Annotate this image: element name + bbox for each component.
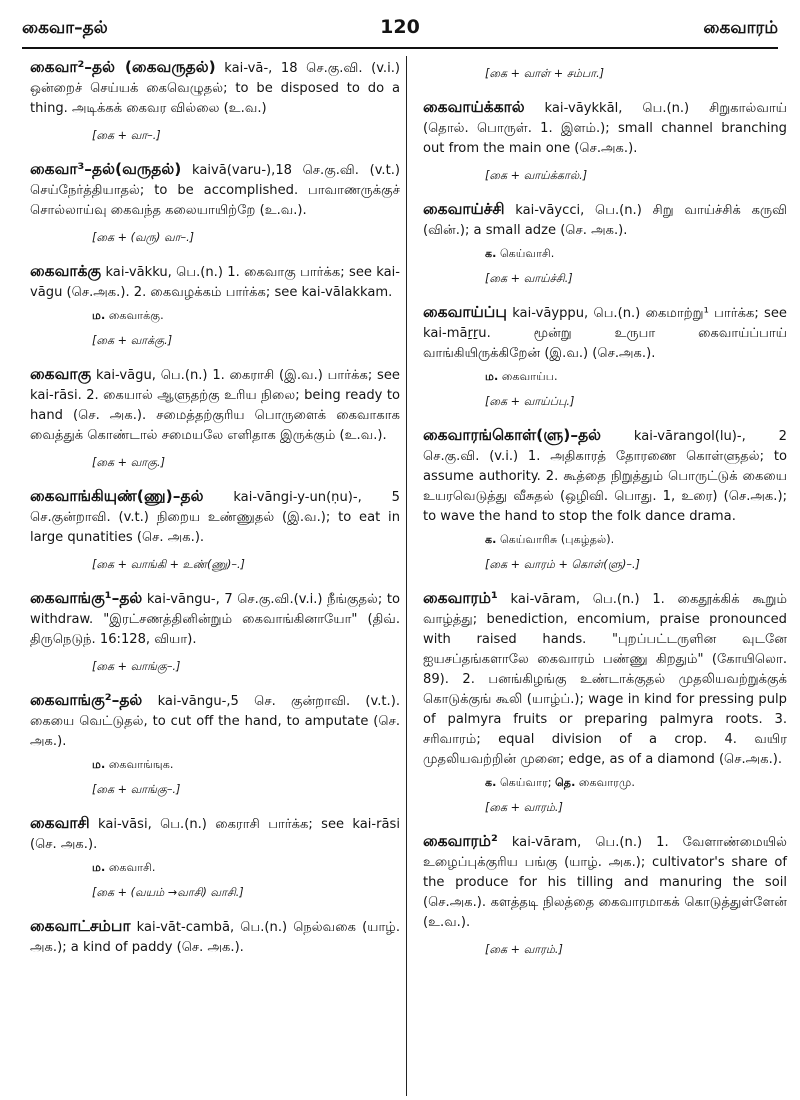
- dictionary-entry: [30, 364, 400, 446]
- entry-headword: கைவாரம்¹: [423, 589, 498, 607]
- cognate-form: கைவாக்கு.: [105, 309, 164, 322]
- etymology-note: [கை + வாக்கு.]: [92, 334, 173, 347]
- cognate-language: க.: [485, 533, 497, 546]
- cognate-line: [485, 775, 787, 791]
- etymology-note: [கை + வாய்ப்பு.]: [485, 395, 575, 408]
- cognate-language: ம.: [92, 758, 106, 771]
- cognate-language: தெ.: [555, 776, 576, 789]
- cognate-form: கைவாரமு.: [575, 776, 635, 789]
- entry-definition: kai-vāycci, பெ.(n.) சிறு வாய்ச்சிக் கருவி (வின்.); a small adze (செ. அக.).: [423, 203, 787, 238]
- left-column: [30, 57, 400, 962]
- entry-headword: கைவாரம்²: [423, 832, 498, 850]
- etymology-note: [கை + வாங்கி + உண்(ணு)–.]: [92, 558, 245, 571]
- etymology-note: [கை + வாங்கு–.]: [92, 783, 181, 796]
- cognate-form: கைவாய்ப.: [498, 370, 558, 383]
- dictionary-entry: [423, 199, 787, 241]
- entry-headword: கைவாய்க்கால்: [423, 98, 525, 116]
- dictionary-entry: [30, 486, 400, 548]
- entry-headword: கைவாக்கு: [30, 262, 102, 280]
- cognate-form: கைவாங்ஙுக.: [105, 758, 174, 771]
- entry-definition: kai-vāram, பெ.(n.) 1. கைதூக்கிக் கூறும் வாழ்த்து; benediction, encomium, praise pronounced with raised hands. "புறப்பட்டருளின வுடனே ஐயசப்தங்களாலே கைவாரம் பண்ணு கிறதும்" (கோயிலொ. 89). 2. பனங்கிழங்கு உண்டாக்குதல் முதலியவற்றுக்குக் கொடுக்குங் கூலி (யாழ்ப்.); wage in kind for pressing pulp of palmyra fruits or preparing palmyra roots. 3. சரிவாரம்; equal division of a crop. 4. வயிர முதலியவற்றின் முனை; edge, as of a diamond (செ.அக.).: [423, 592, 787, 767]
- cognate-form: கெய்வாரிசு (புகழ்தல்).: [496, 533, 615, 546]
- entry-headword: கைவாய்ச்சி: [423, 200, 505, 218]
- cognate-form: கைவாசி.: [105, 861, 156, 874]
- entry-definition: kai-vā-, 18 செ.கு.வி. (v.i.) ஒன்றைச் செய்யக் கைவெழுதல்; to be disposed to do a thing. அடிக்கக் கைவர வில்லை (உ.வ.): [30, 61, 400, 116]
- dictionary-entry: [423, 302, 787, 364]
- entry-headword: கைவாட்சம்பா: [30, 917, 131, 935]
- entry-definition: kai-vākku, பெ.(n.) 1. கைவாகு பார்க்க; see kai-vāgu (செ.அக.). 2. கைவழக்கம் பார்க்க; see kai-vālakkam.: [30, 265, 400, 300]
- entry-headword: கைவா²–தல் (கைவருதல்): [30, 58, 216, 76]
- dictionary-entry: [30, 57, 400, 119]
- entry-definition: kaivā(varu-),18 செ.கு.வி. (v.t.) செய்நேர்த்தியாதல்; to be accomplished. பாவாணருக்குச் சொல்லாய்வு கைவந்த கலையாயிற்றே (உ.வ.).: [30, 163, 400, 218]
- dictionary-entry: [30, 159, 400, 221]
- entry-definition: kai-vāngu-,5 செ. குன்றாவி. (v.t.). கையை வெட்டுதல், to cut off the hand, to amputate (செ. அக.).: [30, 694, 400, 749]
- running-head-right: கைவாரம்: [703, 18, 778, 38]
- entry-headword: கைவாசி: [30, 814, 90, 832]
- etymology-note: [கை + வாரம்.]: [485, 801, 563, 814]
- etymology-note: [கை + வாள் + சம்பா.]: [485, 67, 605, 80]
- etymology-note: [கை + வாய்ச்சி.]: [485, 272, 573, 285]
- cognate-line: [92, 308, 400, 324]
- entry-definition: kai-vāykkāl, பெ.(n.) சிறுகால்வாய் (தொல். பொருள். 1. இளம்.); small channel branching out from the main one (செ.அக.).: [423, 101, 787, 156]
- entry-definition: kai-vāsi, பெ.(n.) கைராசி பார்க்க; see kai-rāsi (செ. அக.).: [30, 817, 400, 852]
- entry-definition: kai-vāgu, பெ.(n.) 1. கைராசி (இ.வ.) பார்க்க; see kai-rāsi. 2. கையால் ஆளுதற்கு உரிய நிலை; being ready to hand (செ. அக.). சமைத்தற்குரிய பொருளைக் கைவாகாக வைத்துக் கொண்டால் சமையலே எளிதாக இருக்கும் (உ.வ.).: [30, 368, 400, 443]
- dictionary-entry: [423, 588, 787, 770]
- etymology-note: [கை + வாய்க்கால்.]: [485, 169, 588, 182]
- entry-definition: kai-vārangol(lu)-, 2 செ.கு.வி. (v.i.) 1. அதிகாரத் தோரணை கொள்ளுதல்; to assume authority. 2. கூத்தை நிறுத்தும் பொருட்டுக் கையை உயரவெடுத்து வீசுதல் (ஒழிவி. பொது. 1, உரை) (செ.அக.); to wave the hand to stop the folk dance drama.: [423, 429, 787, 524]
- etymology-note: [கை + (வயம் →வாசி) வாசி.]: [92, 886, 244, 899]
- etymology-note: [கை + வாங்கு–.]: [92, 660, 181, 673]
- cognate-language: க.: [485, 776, 497, 789]
- dictionary-entry: [30, 690, 400, 752]
- entry-headword: கைவாரங்கொள்(ளு)–தல்: [423, 426, 602, 444]
- entry-definition: kai-vāngu-, 7 செ.கு.வி.(v.i.) நீங்குதல்; to withdraw. "இரட்சணத்தினின்றும் கைவாங்கினாயோ" (திவ். திருநெடுந். 16:128, வியா).: [30, 592, 400, 647]
- dictionary-entry: [30, 813, 400, 855]
- entry-definition: kai-vāt-cambā, பெ.(n.) நெல்வகை (யாழ். அக.); a kind of paddy (செ. அக.).: [30, 920, 400, 955]
- column-divider: [406, 56, 407, 1096]
- cognate-line: [485, 532, 787, 548]
- cognate-line: [485, 369, 787, 385]
- entry-definition: kai-vāram, பெ.(n.) 1. வேளாண்மையில் உழைப்புக்குரிய பங்கு (யாழ். அக.); cultivator's share of the produce for his tilling and manuring the soil (செ.அக.). களத்தடி நிலத்தை கைவாரமாகக் கொடுத்துள்ளேன் (உ.வ.).: [423, 835, 787, 930]
- page-header: [22, 14, 778, 44]
- entry-definition: kai-vāyppu, பெ.(n.) கைமாற்று¹ பார்க்க; see kai-māṟṟu. மூன்று உருபா கைவாய்ப்பாய் வாங்கியிருக்கிறேன் (இ.வ.) (செ.அக.).: [423, 306, 787, 361]
- entry-headword: கைவாங்கியுண்(ணு)–தல்: [30, 487, 204, 505]
- entry-headword: கைவாங்கு¹–தல்: [30, 589, 143, 607]
- etymology-note: [கை + வாரம் + கொள்(ளு)–.]: [485, 558, 640, 571]
- dictionary-entry: [30, 916, 400, 958]
- page-number: 120: [380, 16, 420, 38]
- right-column: [423, 57, 787, 973]
- cognate-line: [92, 757, 400, 773]
- cognate-line: [92, 860, 400, 876]
- entry-headword: கைவாய்ப்பு: [423, 303, 507, 321]
- cognate-language: ம.: [485, 370, 499, 383]
- etymology-note: [கை + வாகு.]: [92, 456, 165, 469]
- cognate-line: [485, 246, 787, 262]
- etymology-note: [கை + வாரம்.]: [485, 943, 563, 956]
- running-head-left: கைவா–தல்: [22, 18, 108, 38]
- dictionary-entry: [30, 588, 400, 650]
- entry-definition: kai-vāngi-y-un(ṇu)-, 5 செ.குன்றாவி. (v.t.) நிறைய உண்ணுதல் (இ.வ.); to eat in large qunatities (செ. அக.).: [30, 490, 400, 545]
- cognate-language: க.: [485, 247, 497, 260]
- etymology-note: [கை + (வரு) வா–.]: [92, 231, 195, 244]
- entry-headword: கைவாங்கு²–தல்: [30, 691, 143, 709]
- cognate-language: ம.: [92, 309, 106, 322]
- cognate-form: கெய்வாசி.: [496, 247, 555, 260]
- dictionary-entry: [30, 261, 400, 303]
- dictionary-entry: [423, 97, 787, 159]
- cognate-form: கெய்வார;: [496, 776, 556, 789]
- header-rule: [22, 47, 778, 49]
- entry-headword: கைவாகு: [30, 365, 92, 383]
- dictionary-entry: [423, 831, 787, 933]
- etymology-note: [கை + வா–.]: [92, 129, 161, 142]
- dictionary-entry: [423, 425, 787, 527]
- cognate-language: ம.: [92, 861, 106, 874]
- entry-headword: கைவா³–தல்(வருதல்): [30, 160, 182, 178]
